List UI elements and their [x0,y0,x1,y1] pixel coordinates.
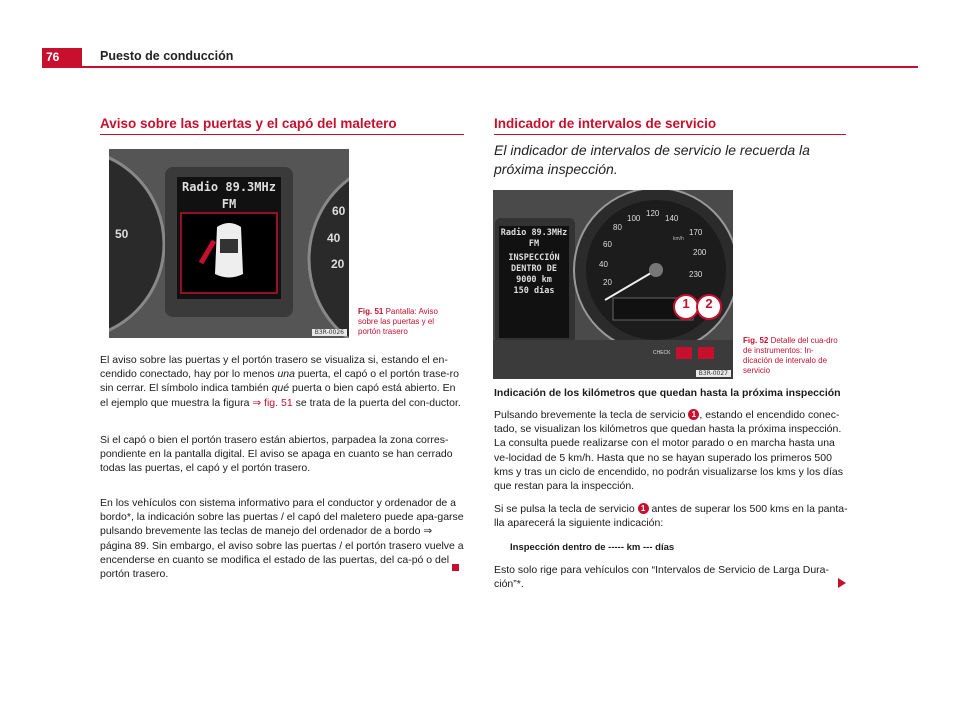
text-run: El aviso sobre las puertas y el portón trasero se visualiza si, estando el en-cendido conectado, hay por lo menos [100,354,448,381]
caption-text: Detalle del cua-dro de instrumentos: In-dicación de intervalo de servicio [743,336,838,375]
display-radio-line: Radio 89.3MHz [500,228,568,238]
display-radio-line: Radio 89.3MHz [182,180,276,194]
display-within-line: DENTRO DE [510,264,558,274]
speed-label: 140 [665,214,679,223]
section-end-marker [452,564,459,571]
door-warning-paragraph-1 [100,353,464,410]
display-days-line: 150 días [513,286,555,296]
speed-label: 60 [603,240,612,249]
text-run: se trata de la puerta del con-ductor. [292,396,461,409]
speed-label: 230 [689,270,703,279]
gauge-label: 60 [332,204,346,218]
speed-label: 170 [689,228,703,237]
service-paragraph-1 [494,408,850,493]
header-rule [42,66,918,68]
check-button-label: CHECK [653,350,671,356]
section-title-door-warning: Aviso sobre las puertas y el capó del maletero [100,116,397,131]
section-title-service-interval: Indicador de intervalos de servicio [494,116,717,131]
text-run: , estando el encendido conec-tado, se visualizan los kilómetros que quedan hasta la próxima inspección. La consulta puede realizarse con el motor parado o en marcha hasta una ve-locidad de 5 km/h. Hasta que no se hayan superado los primeros 500 kms y tras un ciclo de encendido, no podrán visualizarse los kms y los días que restan para la inspección. [494,409,843,493]
section-rule-right [494,134,846,135]
continue-arrow-icon [838,578,846,588]
page-number: 76 [42,48,82,66]
text-run: puerta, el capó o el portón trase-ro sin cerrar. El símbolo indica también [100,368,459,395]
figure-code-tag: B3R-0026 [312,329,347,336]
inspection-indication-example: Inspección dentro de ----- km --- días [510,542,675,553]
text-run: Si se pulsa la tecla de servicio [494,503,638,515]
display-band-line: FM [528,239,540,249]
display-inspection-line: INSPECCIÓN [508,253,560,263]
speed-label: 40 [599,260,608,269]
speed-label: 20 [603,278,612,287]
gauge-label: 40 [327,231,341,245]
callout-1: 1 [682,296,690,311]
service-key-badge: 1 [688,409,699,420]
door-warning-paragraph-3: En los vehículos con sistema informativo para el conductor y ordenador de a bordo*, la indicación sobre las puertas / el capó del maletero puede apa-garse pulsando brevemente las teclas de manejo del ordenador de a bordo ⇒ página 89. Sin embargo, el aviso sobre las puertas / el portón trasero vuelve a encenderse en cuanto se modifica el estado de las puertas, del ca-pó o del portón trasero. [100,497,464,581]
text-run: antes de superar los 500 kms en la panta-lla aparecerá la siguiente indicación: [494,503,848,530]
figure-52-service-display [493,190,733,379]
figure-52-caption [743,336,843,376]
caption-label: Fig. 52 [743,336,769,345]
display-band-line: FM [221,197,237,211]
section-subtitle: El indicador de intervalos de servicio le recuerda la próxima inspección. [494,142,810,177]
figure-code-tag: B3R-0027 [696,370,731,377]
gauge-label: 20 [331,257,345,271]
gauge-label: 50 [115,227,129,241]
door-warning-paragraph-2: Si el capó o bien el portón trasero están abiertos, parpadea la zona corres-pondiente en la pantalla digital. El aviso se apaga en cuanto se han cerrado todas las puertas, el capó y el portón trasero. [100,434,453,475]
speed-label: 100 [627,214,641,223]
text-run: Pulsando brevemente la tecla de servicio [494,409,689,421]
service-paragraph-3: Esto solo rige para vehículos con “Intervalos de Servicio de Larga Dura-ción”*. [494,564,830,591]
speed-unit-label: km/h [673,236,684,242]
km-remaining-heading: Indicación de los kilómetros que quedan hasta la próxima inspección [494,387,841,399]
callout-2: 2 [705,296,713,311]
caption-label: Fig. 51 [358,307,384,316]
emphasis: qué [271,382,290,395]
text-run: puerta o bien capó está abierto. En el ejemplo que muestra la figura [100,382,456,409]
figure-51-door-display [109,149,349,338]
figure-51-caption [358,307,458,337]
speed-label: 80 [613,223,622,232]
speed-label: 200 [693,248,707,257]
service-paragraph-2 [494,502,850,530]
service-key-badge: 1 [638,503,649,514]
emphasis: una [277,368,295,381]
caption-text: Pantalla: Aviso sobre las puertas y el portón trasero [358,307,438,336]
figure-reference-link[interactable]: ⇒ fig. 51 [252,396,293,409]
running-header-title: Puesto de conducción [100,49,234,63]
display-km-line: 9000 km [516,275,552,285]
instrument-cluster-illustration [109,149,349,338]
section-rule-left [100,134,464,135]
speed-label: 120 [646,209,660,218]
